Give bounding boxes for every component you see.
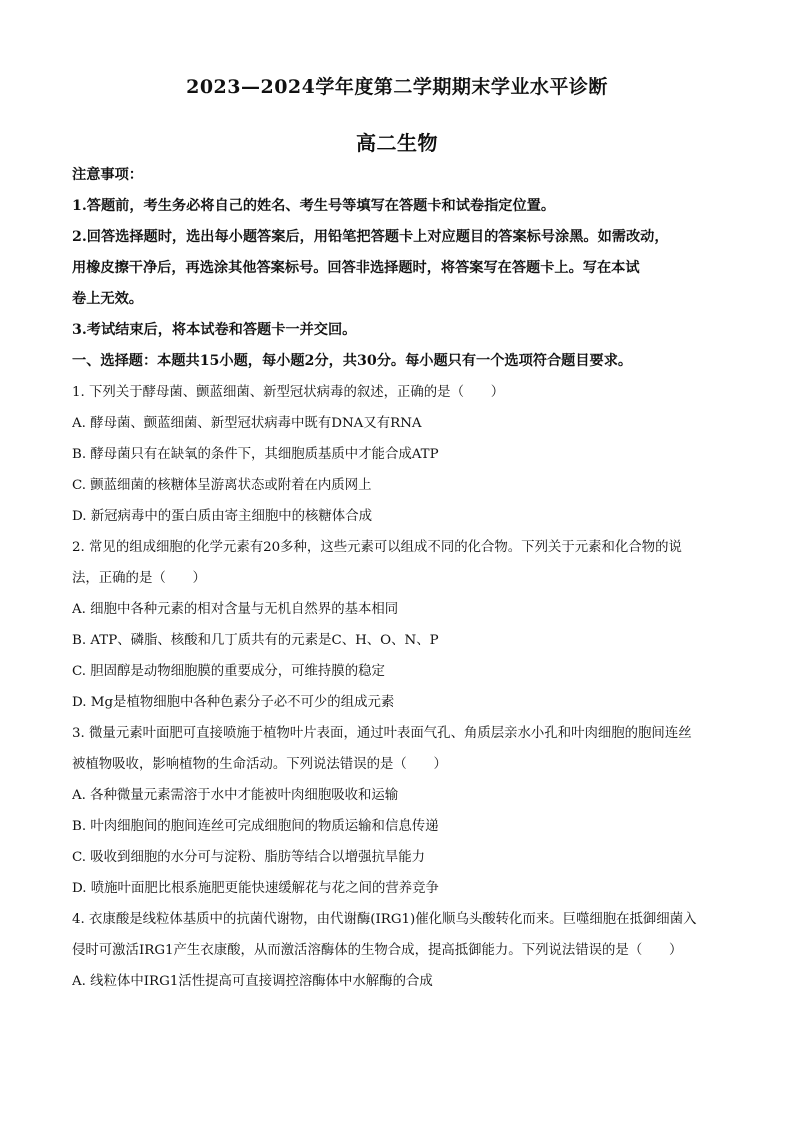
option-a: A. 酵母菌、颤蓝细菌、新型冠状病毒中既有DNA又有RNA xyxy=(72,416,422,431)
notice-line: 1.答题前，考生务必将自己的姓名、考生号等填写在答题卡和试卷指定位置。 xyxy=(72,198,556,214)
exam-title: 2023—2024学年度第二学期期末学业水平诊断 xyxy=(186,76,608,98)
exam-content xyxy=(72,160,722,997)
question-3 xyxy=(72,718,722,904)
option-b: B. 叶肉细胞间的胞间连丝可完成细胞间的物质运输和信息传递 xyxy=(72,819,439,834)
option-d: D. Mg是植物细胞中各种色素分子必不可少的组成元素 xyxy=(72,695,395,710)
option-b: B. 酵母菌只有在缺氧的条件下，其细胞质基质中才能合成ATP xyxy=(72,447,439,462)
question-stem: 被植物吸收，影响植物的生命活动。下列说法错误的是（ ） xyxy=(72,757,447,772)
option-d: D. 新冠病毒中的蛋白质由寄主细胞中的核糖体合成 xyxy=(72,509,372,524)
question-stem: 4. 衣康酸是线粒体基质中的抗菌代谢物，由代谢酶(IRG1)催化顺乌头酸转化而来。巨噬细胞在抵御细菌入 xyxy=(72,912,697,927)
notice-heading: 注意事项： xyxy=(72,167,143,183)
notice-line: 2.回答选择题时，选出每小题答案后，用铅笔把答题卡上对应题目的答案标号涂黑。如需改动， xyxy=(72,229,669,245)
option-c: C. 颤蓝细菌的核糖体呈游离状态或附着在内质网上 xyxy=(72,478,372,493)
question-stem: 法，正确的是（ ） xyxy=(72,571,206,586)
question-stem: 3. 微量元素叶面肥可直接喷施于植物叶片表面，通过叶表面气孔、角质层亲水小孔和叶肉细胞的胞间连丝 xyxy=(72,726,692,741)
notice-line: 3.考试结束后，将本试卷和答题卡一并交回。 xyxy=(72,322,357,338)
section-heading: 一、选择题：本题共15小题，每小题2分，共30分。每小题只有一个选项符合题目要求。 xyxy=(72,353,633,369)
option-a: A. 细胞中各种元素的相对含量与无机自然界的基本相同 xyxy=(72,602,399,617)
question-stem: 侵时可激活IRG1产生衣康酸，从而激活溶酶体的生物合成，提高抵御能力。下列说法错误的是（ ） xyxy=(72,943,683,958)
option-a: A. 各种微量元素需溶于水中才能被叶肉细胞吸收和运输 xyxy=(72,788,399,803)
question-4 xyxy=(72,904,722,997)
question-2 xyxy=(72,532,722,718)
option-d: D. 喷施叶面肥比根系施肥更能快速缓解花与花之间的营养竞争 xyxy=(72,881,439,896)
notice-line: 卷上无效。 xyxy=(72,291,143,307)
question-stem: 2. 常见的组成细胞的化学元素有20多种，这些元素可以组成不同的化合物。下列关于元素和化合物的说 xyxy=(72,540,682,555)
option-c: C. 吸收到细胞的水分可与淀粉、脂肪等结合以增强抗旱能力 xyxy=(72,850,426,865)
exam-subject: 高二生物 xyxy=(356,131,438,155)
option-c: C. 胆固醇是动物细胞膜的重要成分，可维持膜的稳定 xyxy=(72,664,385,679)
option-a: A. 线粒体中IRG1活性提高可直接调控溶酶体中水解酶的合成 xyxy=(72,974,433,989)
option-b: B. ATP、磷脂、核酸和几丁质共有的元素是C、H、O、N、P xyxy=(72,633,439,648)
notice-line: 用橡皮擦干净后，再选涂其他答案标号。回答非选择题时，将答案写在答题卡上。写在本试 xyxy=(72,260,640,276)
question-1 xyxy=(72,377,722,532)
question-stem: 1. 下列关于酵母菌、颤蓝细菌、新型冠状病毒的叙述，正确的是（ ） xyxy=(72,385,505,400)
